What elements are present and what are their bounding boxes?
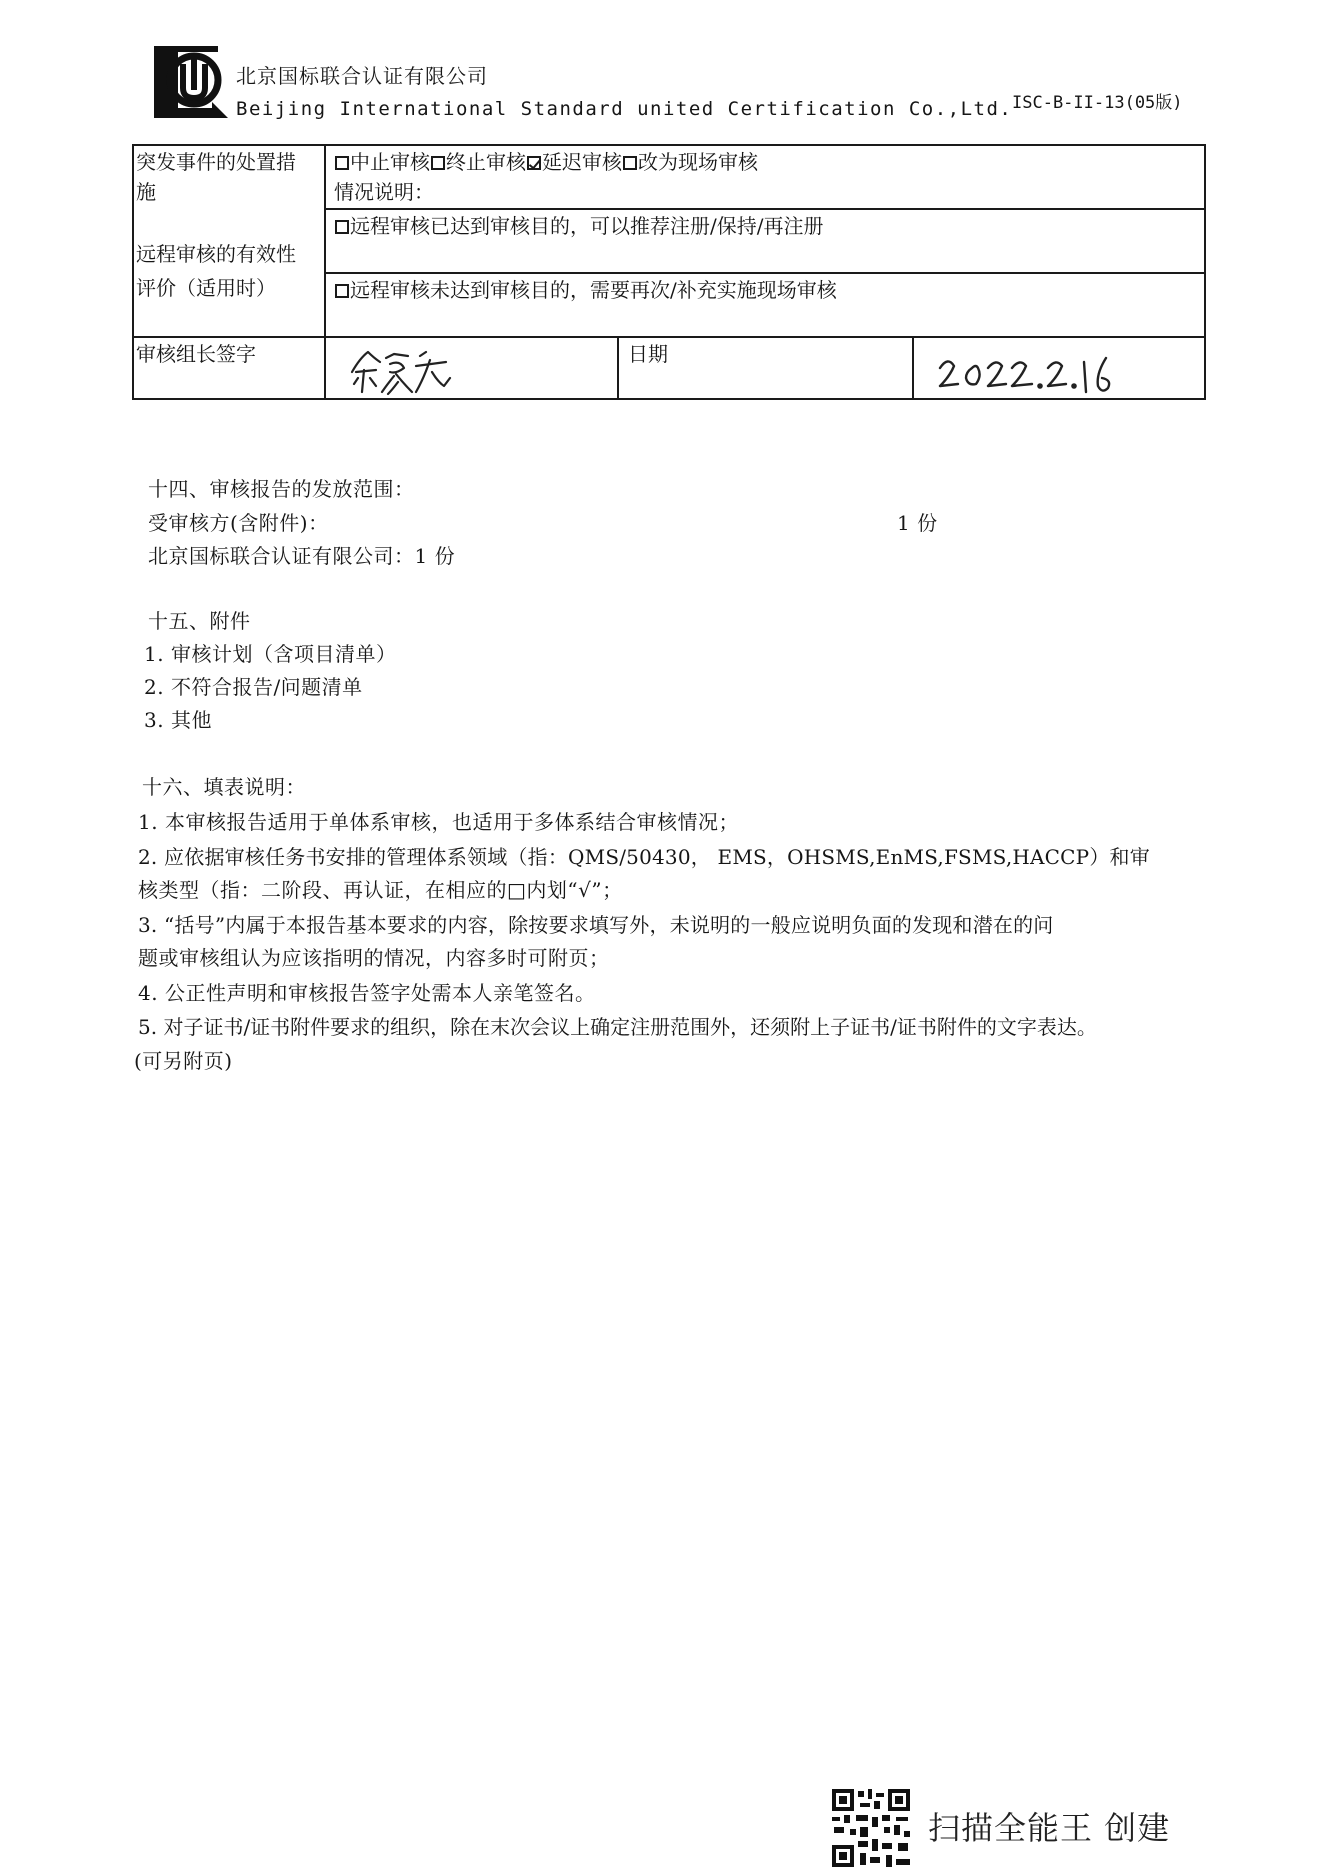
validity-label-line2: 评价（适用时） <box>136 276 276 300</box>
handwritten-date-image <box>932 346 1132 398</box>
isc-logo-icon <box>150 42 230 122</box>
emergency-label-line2: 施 <box>136 180 156 204</box>
company-name-cn: 北京国标联合认证有限公司 <box>236 64 488 88</box>
validity-not-achieved-checkbox[interactable] <box>335 284 349 298</box>
validity-achieved-checkbox[interactable] <box>335 220 349 234</box>
qr-code-icon <box>830 1787 912 1869</box>
form-code: ISC-B-II-13(05版) <box>1012 93 1183 113</box>
section14-recipient1-count: 1 份 <box>897 511 938 535</box>
option-delay-label: 延迟审核 <box>542 150 622 174</box>
emergency-options <box>334 146 758 178</box>
section15-title: 十五、附件 <box>148 609 251 633</box>
option-suspend-label: 中止审核 <box>350 150 430 174</box>
section16-line-4: 3. “括号”内属于本报告基本要求的内容，除按要求填写外，未说明的一般应说明负面的发现和潜在的问 <box>138 913 1054 937</box>
section16-line-6: 4. 公正性声明和审核报告签字处需本人亲笔签名。 <box>138 981 596 1005</box>
leader-signature-label: 审核组长签字 <box>136 342 256 366</box>
option-onsite-checkbox[interactable] <box>623 156 637 170</box>
section14-recipient2: 北京国标联合认证有限公司：1 份 <box>148 544 456 568</box>
option-suspend-checkbox[interactable] <box>335 156 349 170</box>
section16-line-3: 核类型（指：二阶段、再认证，在相应的□内划“√”； <box>138 878 623 902</box>
section16-line-2: 2. 应依据审核任务书安排的管理体系领域（指：QMS/50430， EMS，OHSMS,EnMS,FSMS,HACCP）和审 <box>138 845 1150 869</box>
date-label: 日期 <box>628 342 668 366</box>
validity-label-line1: 远程审核的有效性 <box>136 242 296 266</box>
section15-item-1: 1. 审核计划（含项目清单） <box>144 642 397 666</box>
section15-item-2: 2. 不符合报告/问题清单 <box>144 675 363 699</box>
emergency-label-line1: 突发事件的处置措 <box>136 150 296 174</box>
option-terminate-label: 终止审核 <box>446 150 526 174</box>
validity-option-not-achieved <box>334 274 837 306</box>
option-delay-checkbox[interactable] <box>527 156 541 170</box>
section16-line-8: (可另附页) <box>134 1049 233 1073</box>
emergency-note-label: 情况说明： <box>334 180 434 204</box>
section14-title: 十四、审核报告的发放范围： <box>148 477 415 501</box>
validity-option-achieved <box>334 210 823 242</box>
validity-achieved-label: 远程审核已达到审核目的，可以推荐注册/保持/再注册 <box>350 214 824 238</box>
validity-not-achieved-label: 远程审核未达到审核目的，需要再次/补充实施现场审核 <box>350 278 837 302</box>
scanner-watermark-text: 扫描全能王 创建 <box>928 1809 1171 1847</box>
audit-form-table <box>132 144 1206 400</box>
section16-title: 十六、填表说明： <box>142 775 306 799</box>
company-name-en: Beijing International Standard united Certification Co.,Ltd. <box>236 98 1013 120</box>
section15-item-3: 3. 其他 <box>144 708 212 732</box>
option-terminate-checkbox[interactable] <box>431 156 445 170</box>
option-onsite-label: 改为现场审核 <box>638 150 758 174</box>
section16-line-1: 1. 本审核报告适用于单体系审核，也适用于多体系结合审核情况； <box>138 810 739 834</box>
section16-line-7: 5. 对子证书/证书附件要求的组织，除在末次会议上确定注册范围外，还须附上子证书/证书附件的文字表达。 <box>138 1015 1097 1039</box>
leader-signature-image <box>346 342 456 398</box>
section14-recipient1-label: 受审核方(含附件)： <box>148 511 329 535</box>
section16-line-5: 题或审核组认为应该指明的情况，内容多时可附页； <box>138 946 610 970</box>
